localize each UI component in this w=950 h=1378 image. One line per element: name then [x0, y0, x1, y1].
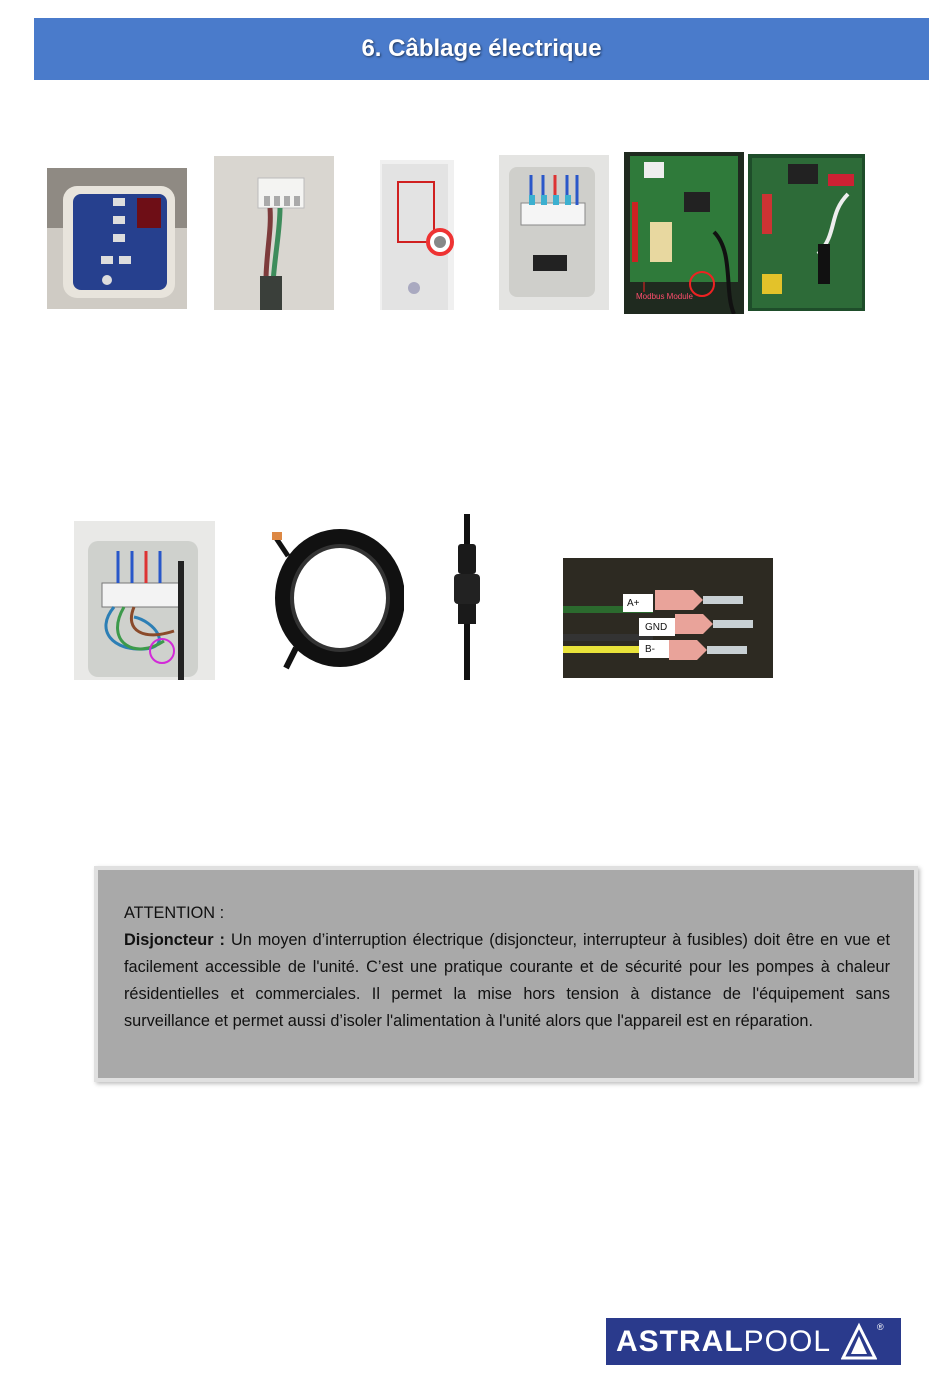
cable-coil-photo: [266, 528, 404, 672]
astralpool-logo: [606, 1318, 901, 1365]
logo-wordmark: [616, 1325, 831, 1359]
wire-label-a-plus: A+: [627, 598, 640, 609]
wire-label-gnd: GND: [645, 622, 668, 633]
logo-triangle-icon: [841, 1322, 877, 1362]
wiring-terminal-photo: [74, 521, 215, 680]
cable-connector-photo: [446, 514, 490, 680]
section-title-banner: [34, 18, 929, 80]
logo-bold: ASTRAL: [616, 1324, 744, 1358]
terminal-box-photo: [499, 155, 609, 310]
connector-cable-photo: [214, 156, 334, 310]
modbus-module-label: Modbus Module: [636, 292, 693, 301]
unit-side-panel-photo: [380, 160, 454, 310]
logo-light: POOL: [743, 1324, 832, 1358]
attention-box: [94, 866, 918, 1082]
section-title: 6. Câblage électrique: [361, 35, 602, 62]
attention-paragraph: [124, 927, 890, 1035]
modbus-board-photo: [624, 152, 744, 314]
wire-labels-photo: [563, 558, 773, 678]
attention-term: Disjoncteur :: [124, 931, 225, 949]
attention-heading: ATTENTION :: [124, 904, 225, 922]
attention-body: Un moyen d’interruption électrique (disjoncteur, interrupteur à fusibles) doit être en vue et facilement accessible de l'unité. C’est une pratique courante et de sécurité pour les pompes à chaleur résidentielles et commerciales. Il permet la mise hors tension à distance de l'équipement sans surveillance et permet aussi d’isoler l'alimentation à l'unité alors que l'appareil est en réparation.: [124, 931, 890, 1030]
main-board-photo: [748, 154, 865, 311]
logo-registered-mark: ®: [877, 1322, 884, 1332]
wire-label-b-minus: B-: [645, 644, 655, 655]
control-panel-photo: [47, 168, 187, 309]
